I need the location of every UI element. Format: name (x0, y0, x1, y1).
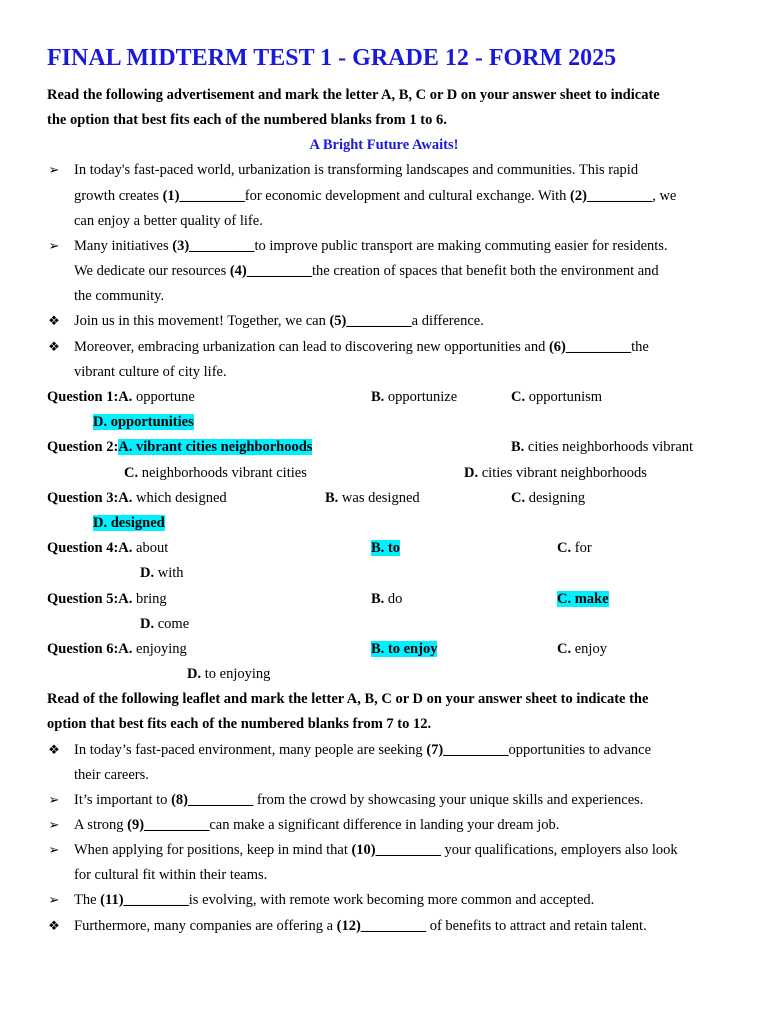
diamond-bullet-icon: ❖ (48, 313, 60, 328)
blank-3: (3)_________ (172, 238, 255, 254)
diamond-bullet-icon: ❖ (48, 339, 60, 354)
paragraph-line: growth creates (1)_________for economic development and cultural exchange. With (2)_________, we (74, 188, 677, 204)
option-b: B. do (371, 591, 403, 607)
paragraph-line: We dedicate our resources (4)_________the creation of spaces that benefit both the environment and (74, 263, 659, 279)
option-d: D. come (140, 616, 190, 632)
arrow-bullet-icon: ➢ (48, 162, 60, 177)
question-5: Question 5:A. bring (47, 591, 167, 607)
question-1: Question 1:A. opportune (47, 389, 195, 405)
option-d: D. cities vibrant neighborhoods (464, 465, 647, 481)
paragraph-line: Join us in this movement! Together, we can (5)_________a difference. (74, 313, 484, 329)
option-c-answer: C. make (557, 591, 609, 607)
arrow-bullet-icon: ➢ (48, 892, 60, 907)
blank-7: (7)_________ (426, 742, 509, 758)
paragraph-line: When applying for positions, keep in mind that (10)_________ your qualifications, employers also look (74, 842, 678, 858)
page-title: FINAL MIDTERM TEST 1 - GRADE 12 - FORM 2025 (47, 45, 617, 71)
question-3: Question 3:A. which designed (47, 490, 227, 506)
paragraph-line: In today's fast-paced world, urbanization is transforming landscapes and communities. This rapid (74, 162, 639, 178)
blank-4: (4)_________ (229, 263, 313, 279)
blank-11: (11)_________ (100, 892, 189, 908)
option-b: B. cities neighborhoods vibrant (511, 439, 694, 455)
instruction-line: Read the following advertisement and mark the letter A, B, C or D on your answer sheet to indicate (47, 87, 660, 103)
arrow-bullet-icon: ➢ (48, 238, 60, 253)
blank-6: (6)_________ (548, 339, 632, 355)
option-c: C. opportunism (511, 389, 603, 405)
option-c: C. designing (511, 490, 586, 506)
option-b-answer: B. to (371, 540, 400, 556)
paragraph-line: the community. (74, 288, 165, 304)
blank-9: (9)_________ (127, 817, 210, 833)
option-a-answer: A. vibrant cities neighborhoods (118, 439, 313, 455)
paragraph-line: vibrant culture of city life. (74, 364, 227, 380)
arrow-bullet-icon: ➢ (48, 792, 60, 807)
paragraph-line: Furthermore, many companies are offering a (12)_________ of benefits to attract and retain talent. (74, 918, 647, 934)
question-6: Question 6:A. enjoying (47, 641, 187, 657)
question-2: Question 2:A. vibrant cities neighborhoods (47, 439, 313, 455)
option-c: C. for (557, 540, 592, 556)
blank-10: (10)_________ (351, 842, 441, 858)
option-d-answer: D. designed (93, 515, 165, 531)
option-b: B. was designed (325, 490, 420, 506)
instruction-line: option that best fits each of the numbered blanks from 7 to 12. (47, 716, 432, 732)
arrow-bullet-icon: ➢ (48, 817, 60, 832)
passage-subtitle: A Bright Future Awaits! (309, 137, 459, 153)
arrow-bullet-icon: ➢ (48, 842, 60, 857)
question-4: Question 4:A. about (47, 540, 169, 556)
option-c: C. neighborhoods vibrant cities (124, 465, 307, 481)
blank-8: (8)_________ (171, 792, 254, 808)
option-d-answer: D. opportunities (93, 414, 194, 430)
paragraph-line: The (11)_________is evolving, with remote work becoming more common and accepted. (74, 892, 595, 908)
option-c: C. enjoy (557, 641, 607, 657)
paragraph-line: A strong (9)_________can make a significant difference in landing your dream job. (74, 817, 560, 833)
instruction-line: the option that best fits each of the numbered blanks from 1 to 6. (47, 112, 447, 128)
option-d: D. with (140, 565, 184, 581)
paragraph-line: Many initiatives (3)_________to improve public transport are making commuting easier for residents. (74, 238, 668, 254)
blank-1: (1)_________ (162, 188, 245, 204)
option-b-answer: B. to enjoy (371, 641, 438, 657)
paragraph-line: can enjoy a better quality of life. (74, 213, 263, 229)
blank-5: (5)_________ (329, 313, 412, 329)
paragraph-line: In today’s fast-paced environment, many people are seeking (7)_________opportunities to advance (74, 742, 652, 758)
paragraph-line: their careers. (74, 767, 149, 783)
blank-2: (2)_________ (570, 188, 653, 204)
diamond-bullet-icon: ❖ (48, 918, 60, 933)
instruction-line: Read of the following leaflet and mark the letter A, B, C or D on your answer sheet to indicate the (47, 691, 649, 707)
paragraph-line: It’s important to (8)_________ from the crowd by showcasing your unique skills and experiences. (74, 792, 644, 808)
option-b: B. opportunize (371, 389, 458, 405)
paragraph-line: for cultural fit within their teams. (74, 867, 268, 883)
option-d: D. to enjoying (187, 666, 271, 682)
paragraph-line: Moreover, embracing urbanization can lead to discovering new opportunities and (6)_________the (74, 339, 649, 355)
diamond-bullet-icon: ❖ (48, 742, 60, 757)
blank-12: (12)_________ (336, 918, 427, 934)
